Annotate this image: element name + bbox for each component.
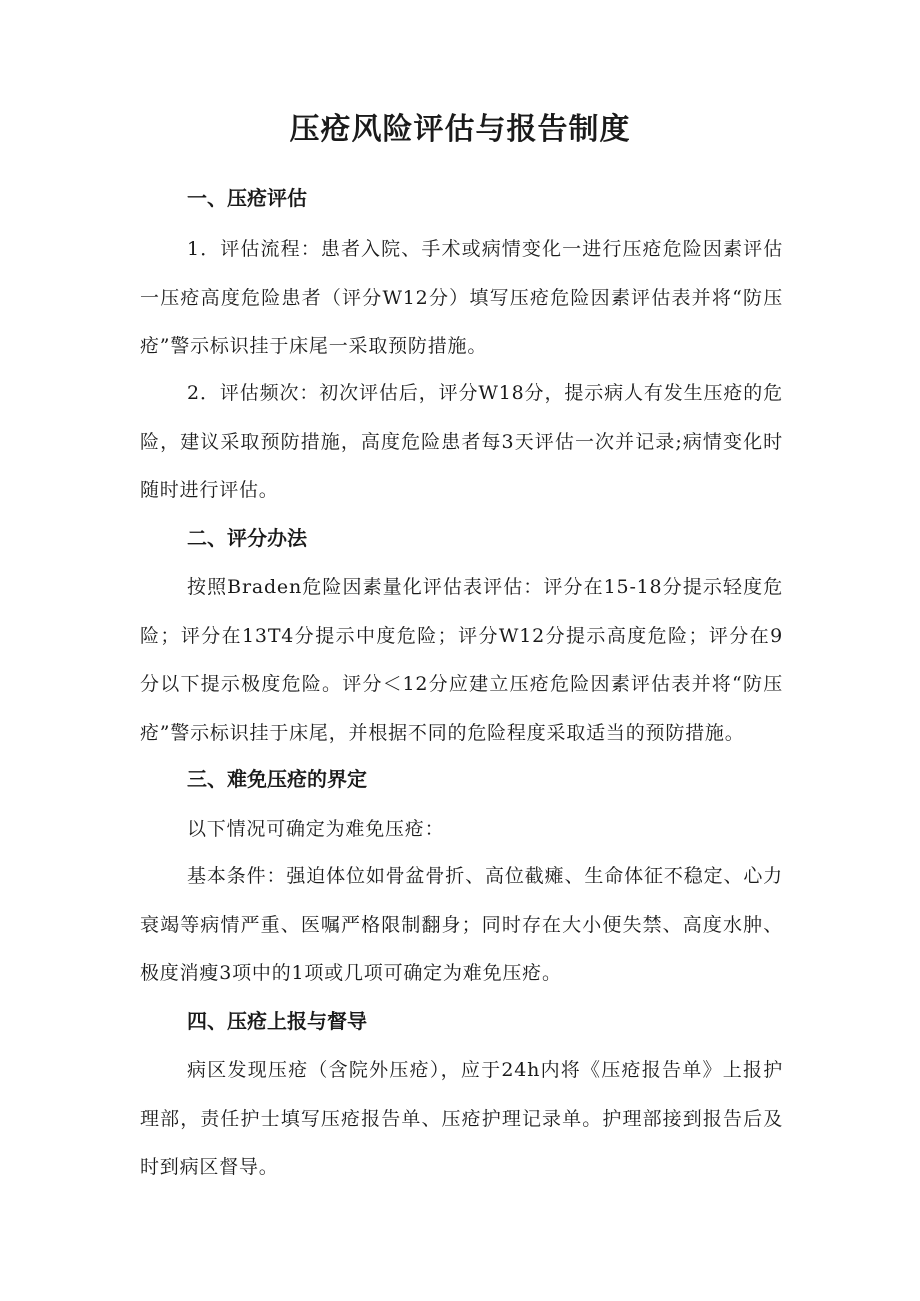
section-heading-reporting: 四、压疮上报与督导 — [187, 1009, 367, 1033]
section-heading-scoring: 二、评分办法 — [187, 526, 307, 550]
section-heading-unavoidable: 三、难免压疮的界定 — [187, 767, 367, 791]
paragraph-unavoidable-intro: 以下情况可确定为难免压疮： — [187, 818, 445, 840]
section-heading-assessment: 一、压疮评估 — [187, 186, 307, 210]
document-title: 压疮风险评估与报告制度 — [289, 112, 631, 147]
paragraph-unavoidable-conditions: 基本条件：强迫体位如骨盆骨折、高位截瘫、生命体征不稳定、心力衰竭等病情严重、医嘱严格限制翻身；同时存在大小便失禁、高度水肿、极度消瘦3项中的1项或几项可确定为难免压疮。 — [140, 865, 783, 984]
paragraph-assessment-process: 1．评估流程：患者入院、手术或病情变化一进行压疮危险因素评估一压疮高度危险患者（评分W12分）填写压疮危险因素评估表并将“防压疮”警示标识挂于床尾一采取预防措施。 — [140, 238, 783, 357]
paragraph-assessment-frequency: 2．评估频次：初次评估后，评分W18分，提示病人有发生压疮的危险，建议采取预防措施，高度危险患者每3天评估一次并记录;病情变化时随时进行评估。 — [140, 382, 783, 501]
paragraph-reporting: 病区发现压疮（含院外压疮），应于24h内将《压疮报告单》上报护理部，责任护士填写压疮报告单、压疮护理记录单。护理部接到报告后及时到病区督导。 — [140, 1059, 783, 1178]
paragraph-scoring-method: 按照Braden危险因素量化评估表评估：评分在15-18分提示轻度危险；评分在13T4分提示中度危险；评分W12分提示高度危险；评分在9分以下提示极度危险。评分＜12分应建立压疮危险因素评估表并将“防压疮”警示标识挂于床尾，并根据不同的危险程度采取适当的预防措施。 — [140, 576, 783, 744]
